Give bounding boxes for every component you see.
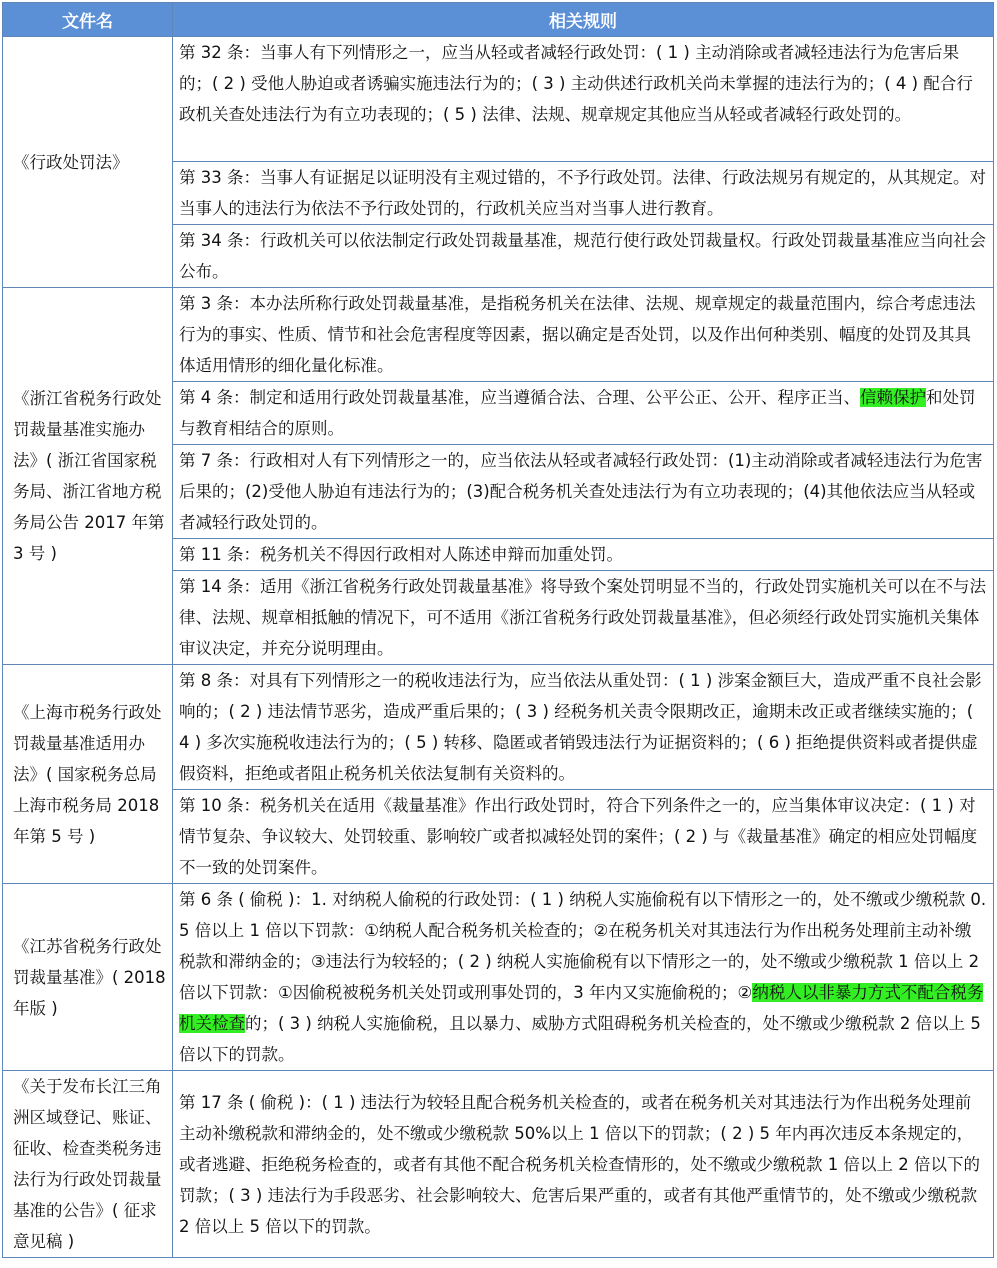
- rule-cell: 第 17 条 ( 偷税 )：( 1 ) 违法行为较轻且配合税务机关检查的，或者在税务机关对其违法行为作出税务处理前主动补缴税款和滞纳金的，处不缴或少缴税款 50%以上 1 倍以下的罚款；( 2 ) 5 年内再次违反本条规定的，或者逃避、拒绝税务检查的，或者有其他不配合税务机关检查情形的，处不缴或少缴税款 1 倍以上 2 倍以下的罚款；( 3 ) 违法行为手段恶劣、社会影响较大、危害后果严重的，或者有其他严重情节的，处不缴或少缴税款 2 倍以上 5 倍以下的罚款。: [173, 1071, 994, 1258]
- table-row: [3, 884, 994, 1071]
- rule-cell: [173, 884, 994, 1071]
- rule-cell: 第 34 条：行政机关可以依法制定行政处罚裁量基准，规范行使行政处罚裁量权。行政处罚裁量基准应当向社会公布。: [173, 225, 994, 288]
- rule-cell: 第 10 条：税务机关在适用《裁量基准》作出行政处罚时，符合下列条件之一的，应当集体审议决定：( 1 ) 对情节复杂、争议较大、处罚较重、影响较广或者拟减轻处罚的案件；( 2 ) 与《裁量基准》确定的相应处罚幅度不一致的处罚案件。: [173, 790, 994, 884]
- highlighted-text: 纳税人以非暴力方式不配合税务机关检查: [179, 983, 984, 1033]
- rule-text: 的；( 3 ) 纳税人实施偷税，且以暴力、威胁方式阻碍税务机关检查的，处不缴或少缴税款 2 倍以上 5 倍以下的罚款。: [179, 1014, 981, 1064]
- rule-cell: 第 3 条：本办法所称行政处罚裁量基准，是指税务机关在法律、法规、规章规定的裁量范围内，综合考虑违法行为的事实、性质、情节和社会危害程度等因素，据以确定是否处罚，以及作出何种类别、幅度的处罚及其具体适用情形的细化量化标准。: [173, 288, 994, 382]
- rule-cell: 第 33 条：当事人有证据足以证明没有主观过错的，不予行政处罚。法律、行政法规另有规定的，从其规定。对当事人的违法行为依法不予行政处罚的，行政机关应当对当事人进行教育。: [173, 162, 994, 225]
- header-document-name: 文件名: [3, 3, 173, 37]
- rules-table: [2, 2, 994, 1258]
- document-name-cell: 《浙江省税务行政处罚裁量基准实施办法》( 浙江省国家税务局、浙江省地方税务局公告 2017 年第 3 号 ): [3, 288, 173, 665]
- table-row: [3, 288, 994, 382]
- rule-cell: 第 7 条：行政相对人有下列情形之一的，应当依法从轻或者减轻行政处罚：(1)主动消除或者减轻违法行为危害后果的；(2)受他人胁迫有违法行为的；(3)配合税务机关查处违法行为有立功表现的；(4)其他依法应当从轻或者减轻行政处罚的。: [173, 445, 994, 539]
- table-row: [3, 1071, 994, 1258]
- rule-cell: 第 8 条：对具有下列情形之一的税收违法行为，应当依法从重处罚：( 1 ) 涉案金额巨大，造成严重不良社会影响的；( 2 ) 违法情节恶劣，造成严重后果的；( 3 ) 经税务机关责令限期改正，逾期未改正或者继续实施的；( 4 ) 多次实施税收违法行为的；( 5 ) 转移、隐匿或者销毁违法行为证据资料的；( 6 ) 拒绝提供资料或者提供虚假资料，拒绝或者阻止税务机关依法复制有关资料的。: [173, 665, 994, 790]
- table-row: [3, 665, 994, 790]
- rule-text: 和处罚与教育相结合的原则。: [179, 388, 976, 438]
- document-name-cell: 《关于发布长江三角洲区域登记、账证、征收、检查类税务违法行为行政处罚裁量基准的公告》( 征求意见稿 ): [3, 1071, 173, 1258]
- highlighted-text: 信赖保护: [860, 388, 926, 407]
- table-row: [3, 37, 994, 162]
- rule-cell: 第 11 条：税务机关不得因行政相对人陈述申辩而加重处罚。: [173, 539, 994, 571]
- rule-text: 第 6 条 ( 偷税 )：1. 对纳税人偷税的行政处罚：( 1 ) 纳税人实施偷税有以下情形之一的，处不缴或少缴税款 0.5 倍以上 1 倍以下罚款：①纳税人配合税务机关检查的；②在税务机关对其违法行为作出税务处理前主动补缴税款和滞纳金的；③违法行为较轻的；( 2 ) 纳税人实施偷税有以下情形之一的，处不缴或少缴税款 1 倍以上 2 倍以下罚款：①因偷税被税务机关处罚或刑事处罚的，3 年内又实施偷税的；②: [179, 890, 987, 1002]
- header-row: [3, 3, 994, 37]
- rule-text: 第 4 条：制定和适用行政处罚裁量基准，应当遵循合法、合理、公平公正、公开、程序正当、: [179, 388, 860, 407]
- header-related-rules: 相关规则: [173, 3, 994, 37]
- rule-cell: [173, 382, 994, 445]
- document-name-cell: 《江苏省税务行政处罚裁量基准》( 2018 年版 ): [3, 884, 173, 1071]
- rule-cell: 第 14 条：适用《浙江省税务行政处罚裁量基准》将导致个案处罚明显不当的，行政处罚实施机关可以在不与法律、法规、规章相抵触的情况下，可不适用《浙江省税务行政处罚裁量基准》，但必须经行政处罚实施机关集体审议决定，并充分说明理由。: [173, 571, 994, 665]
- document-name-cell: 《行政处罚法》: [3, 37, 173, 288]
- rule-cell: 第 32 条：当事人有下列情形之一，应当从轻或者减轻行政处罚：( 1 ) 主动消除或者减轻违法行为危害后果的；( 2 ) 受他人胁迫或者诱骗实施违法行为的；( 3 ) 主动供述行政机关尚未掌握的违法行为的；( 4 ) 配合行政机关查处违法行为有立功表现的；( 5 ) 法律、法规、规章规定其他应当从轻或者减轻行政处罚的。: [173, 37, 994, 162]
- document-name-cell: 《上海市税务行政处罚裁量基准适用办法》( 国家税务总局上海市税务局 2018 年第 5 号 ): [3, 665, 173, 884]
